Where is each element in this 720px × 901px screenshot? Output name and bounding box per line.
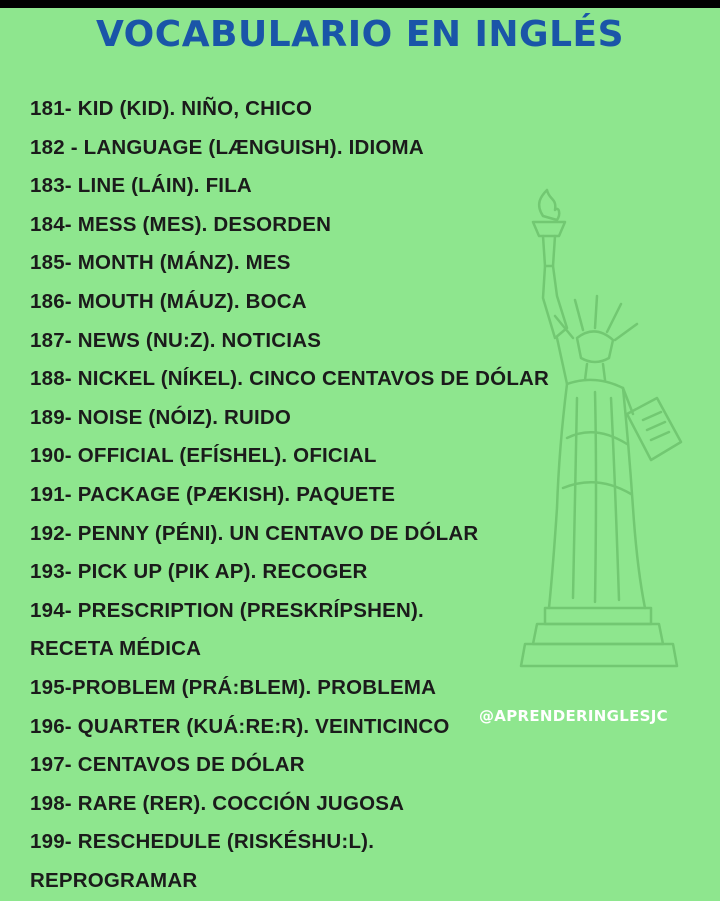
vocab-line-199-continued: REPROGRAMAR <box>30 868 198 892</box>
vocab-line-198: 198- RARE (RER). COCCIÓN JUGOSA <box>30 791 405 815</box>
vocab-line-186: 186- MOUTH (MÁUZ). BOCA <box>30 289 307 313</box>
vocabulary-list <box>30 90 549 900</box>
vocab-line-185: 185- MONTH (MÁNZ). MES <box>30 251 291 275</box>
vocab-line-193: 193- PICK UP (PIK AP). RECOGER <box>30 560 368 584</box>
vocabulary-card <box>0 8 720 901</box>
vocab-line-187: 187- NEWS (NU:Z). NOTICIAS <box>30 328 322 352</box>
vocab-line-195: 195-PROBLEM (PRÁ:BLEM). PROBLEMA <box>30 675 437 699</box>
account-handle-watermark: @APRENDERINGLESJC <box>479 707 668 725</box>
vocab-line-182: 182 - LANGUAGE (LÆNGUISH). IDIOMA <box>30 135 424 159</box>
vocab-line-194: 194- PRESCRIPTION (PRESKRÍPSHEN). <box>30 598 424 622</box>
vocab-line-184: 184- MESS (MES). DESORDEN <box>30 212 332 236</box>
vocab-line-188: 188- NICKEL (NÍKEL). CINCO CENTAVOS DE DÓLAR <box>30 367 550 391</box>
vocab-line-189: 189- NOISE (NÓIZ). RUIDO <box>30 405 292 429</box>
vocab-line-191: 191- PACKAGE (PÆKISH). PAQUETE <box>30 482 396 506</box>
vocab-line-183: 183- LINE (LÁIN). FILA <box>30 174 252 198</box>
vocab-line-196: 196- QUARTER (KUÁ:RE:R). VEINTICINCO <box>30 714 450 738</box>
vocab-line-194-continued: RECETA MÉDICA <box>30 637 202 661</box>
vocab-line-197: 197- CENTAVOS DE DÓLAR <box>30 753 305 777</box>
vocab-line-190: 190- OFFICIAL (EFÍSHEL). OFICIAL <box>30 444 377 468</box>
vocab-line-192: 192- PENNY (PÉNI). UN CENTAVO DE DÓLAR <box>30 521 479 545</box>
page-title: VOCABULARIO EN INGLÉS <box>95 14 625 55</box>
vocab-line-181: 181- KID (KID). NIÑO, CHICO <box>30 97 313 120</box>
vocab-line-199: 199- RESCHEDULE (RISKÉSHU:L). <box>30 830 375 854</box>
